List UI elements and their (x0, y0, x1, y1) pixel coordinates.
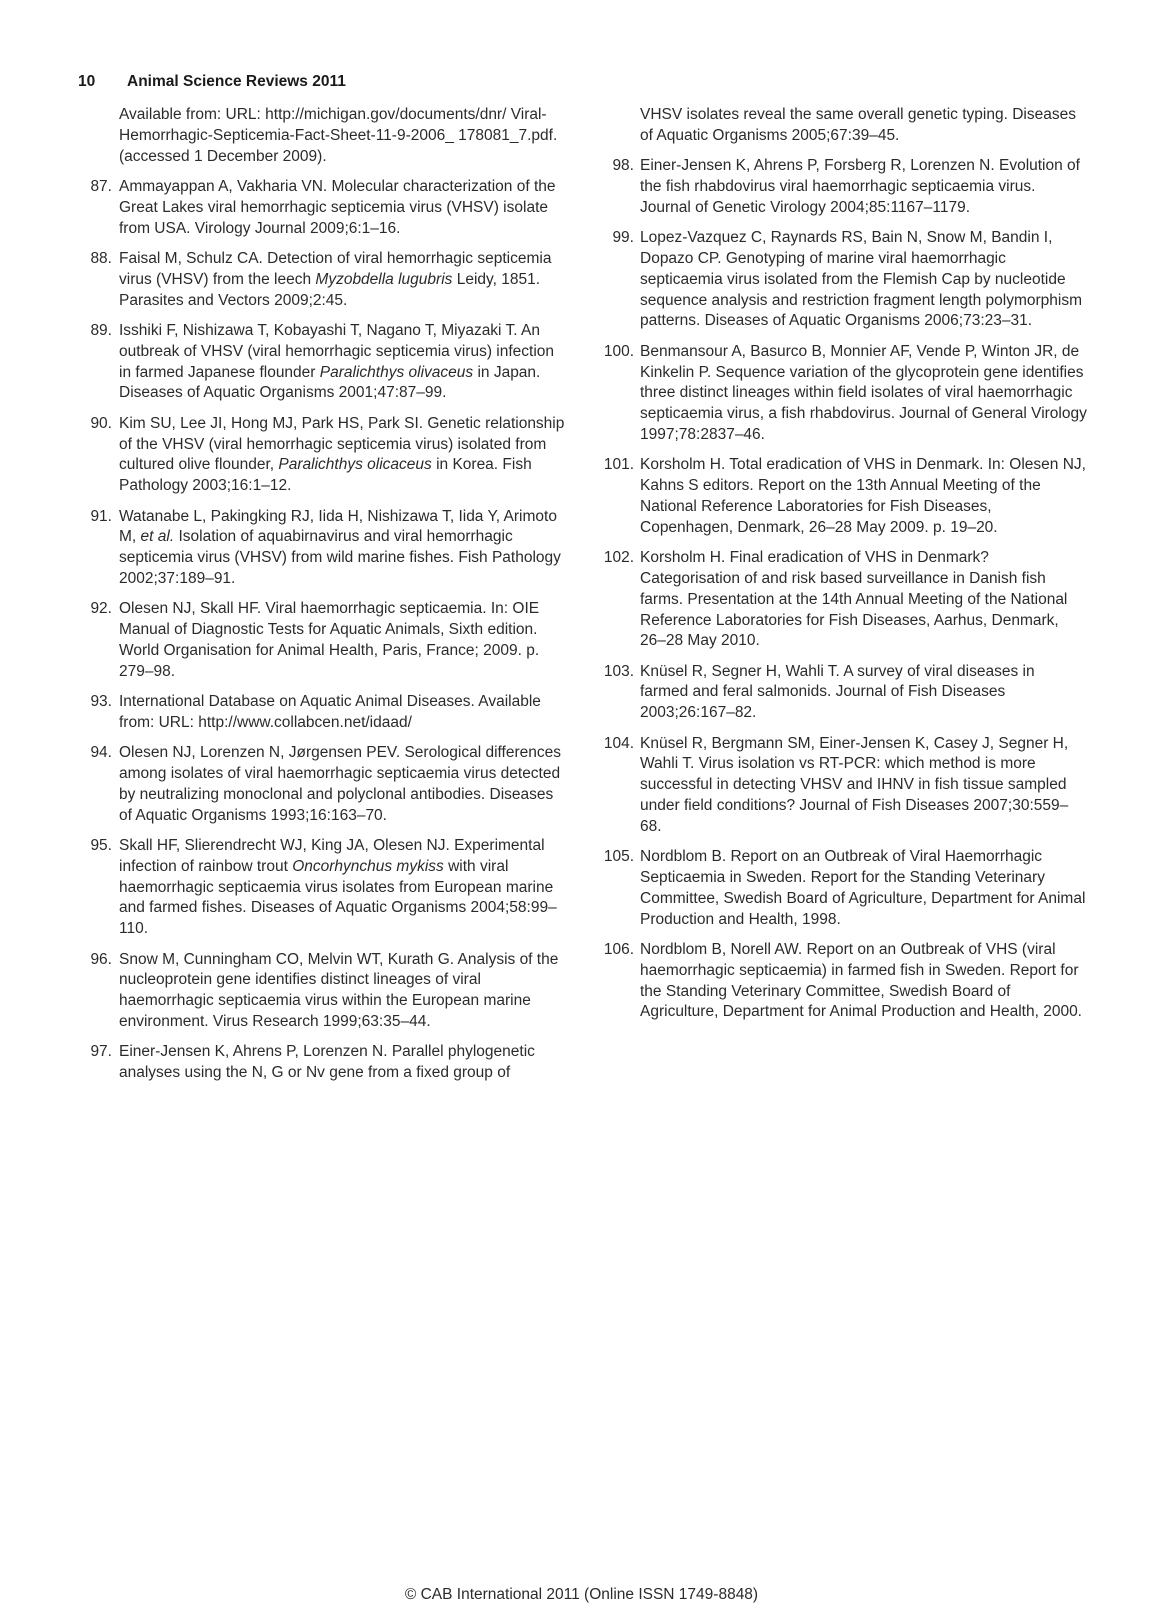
reference-number: 97. (90, 1043, 112, 1061)
journal-title: Animal Science Reviews 2011 (127, 73, 346, 90)
reference-number: 105. (603, 848, 634, 866)
reference-item (600, 940, 1087, 1023)
reference-text: Kim SU, Lee JI, Hong MJ, Park HS, Park SI. Genetic relationship of the VHSV (viral hemorrhagic septicemia virus) isolated from cultured olive flounder, Paralichthys olicaceus in Korea. Fish Pathology 2003;16:1–12. (119, 414, 565, 495)
reference-number: 98. (612, 157, 634, 175)
reference-item (80, 507, 567, 590)
reference-text: Ammayappan A, Vakharia VN. Molecular characterization of the Great Lakes viral hemorrhagic septicemia virus (VHSV) isolate from USA. Virology Journal 2009;6:1–16. (119, 177, 556, 237)
reference-number: 106. (603, 941, 634, 959)
reference-text: Olesen NJ, Lorenzen N, Jørgensen PEV. Serological differences among isolates of viral haemorrhagic septicaemia virus detected by neutralizing monoclonal and polyclonal antibodies. Diseases of Aquatic Organisms 1993;16:163–70. (119, 744, 561, 824)
reference-text: Faisal M, Schulz CA. Detection of viral hemorrhagic septicemia virus (VHSV) from the leech Myzobdella lugubris Leidy, 1851. Parasites and Vectors 2009;2:45. (119, 249, 552, 309)
reference-item (80, 177, 567, 239)
reference-item (80, 599, 567, 682)
reference-number: 101. (603, 456, 634, 474)
reference-text: Skall HF, Slierendrecht WJ, King JA, Olesen NJ. Experimental infection of rainbow trout Oncorhynchus mykiss with viral haemorrhagic septicaemia virus isolates from European marine and farmed fishes. Diseases of Aquatic Organisms 2004;58:99–110. (119, 837, 557, 938)
left-column (80, 105, 567, 1094)
reference-list (80, 177, 567, 1084)
reference-text: Korsholm H. Total eradication of VHS in Denmark. In: Olesen NJ, Kahns S editors. Report on the 13th Annual Meeting of the National Reference Laboratories for Fish Diseases, Copenhagen, Denmark, 26–28 May 2009. p. 19–20. (640, 456, 1086, 536)
reference-number: 95. (90, 837, 112, 855)
reference-number: 104. (603, 734, 634, 752)
reference-text: Korsholm H. Final eradication of VHS in Denmark? Categorisation of and risk based surveillance in Danish fish farms. Presentation at the 14th Annual Meeting of the National Reference Laboratories for Fish Diseases, Aarhus, Denmark, 26–28 May 2010. (640, 549, 1068, 650)
reference-number: 94. (90, 744, 112, 762)
reference-text: Einer-Jensen K, Ahrens P, Forsberg R, Lorenzen N. Evolution of the fish rhabdovirus viral haemorrhagic septicaemia virus. Journal of Genetic Virology 2004;85:1167–1179. (640, 157, 1080, 216)
reference-item (600, 662, 1087, 724)
reference-item (80, 249, 567, 311)
reference-item (600, 455, 1087, 538)
reference-number: 88. (90, 249, 112, 267)
reference-number: 93. (90, 693, 112, 711)
reference-number: 90. (90, 414, 112, 432)
reference-item (600, 228, 1087, 332)
copyright-footer: © CAB International 2011 (Online ISSN 1749-8848) (404, 1586, 759, 1603)
reference-text: Olesen NJ, Skall HF. Viral haemorrhagic septicaemia. In: OIE Manual of Diagnostic Tests for Aquatic Animals, Sixth edition. World Organisation for Animal Health, Paris, France; 2009. p. 279–98. (119, 600, 540, 680)
reference-text: International Database on Aquatic Animal Diseases. Available from: URL: http://www.collabcen.net/idaad/ (119, 693, 541, 731)
reference-item (600, 342, 1087, 446)
reference-continuation: Available from: URL: http://michigan.gov/documents/dnr/ Viral-Hemorrhagic-Septicemia-Fact-Sheet-11-9-2006_ 178081_7.pdf. (accessed 1 December 2009). (119, 106, 558, 165)
page-number: 10 (78, 73, 96, 90)
reference-continuation: VHSV isolates reveal the same overall genetic typing. Diseases of Aquatic Organisms 2005;67:39–45. (640, 106, 1076, 144)
reference-text: Nordblom B. Report on an Outbreak of Viral Haemorrhagic Septicaemia in Sweden. Report for the Standing Veterinary Committee, Swedish Board of Agriculture, Department for Animal Production and Health, 1998. (640, 848, 1086, 928)
reference-text: Snow M, Cunningham CO, Melvin WT, Kurath G. Analysis of the nucleoprotein gene identifies distinct lineages of viral haemorrhagic septicaemia virus within the European marine environment. Virus Research 1999;63:35–44. (119, 950, 559, 1031)
reference-text: Einer-Jensen K, Ahrens P, Lorenzen N. Parallel phylogenetic analyses using the N, G or Nv gene from a fixed group of (119, 1043, 535, 1082)
reference-list (600, 156, 1087, 1023)
reference-text: Nordblom B, Norell AW. Report on an Outbreak of VHS (viral haemorrhagic septicaemia) in farmed fish in Sweden. Report for the Standing Veterinary Committee, Swedish Board of Agriculture, Department for Animal Production and Health, 2000. (640, 941, 1082, 1021)
reference-number: 100. (603, 342, 634, 360)
reference-text: Benmansour A, Basurco B, Monnier AF, Vende P, Winton JR, de Kinkelin P. Sequence variation of the glycoprotein gene identifies three distinct lineages within field isolates of viral haemorrhagic septicaemia virus, a fish rhabdovirus. Journal of General Virology 1997;78:2837–46. (640, 342, 1087, 443)
reference-item (80, 1042, 567, 1084)
reference-item (80, 836, 567, 940)
reference-item (80, 950, 567, 1033)
reference-number: 89. (90, 321, 112, 339)
reference-number: 96. (90, 950, 112, 968)
reference-text: Knüsel R, Bergmann SM, Einer-Jensen K, Casey J, Segner H, Wahli T. Virus isolation vs RT-PCR: which method is more successful in detecting VHSV and IHNV in fish tissue sampled under field conditions? Journal of Fish Diseases 2007;30:559–68. (640, 734, 1069, 835)
reference-text: Isshiki F, Nishizawa T, Kobayashi T, Nagano T, Miyazaki T. An outbreak of VHSV (viral hemorrhagic septicemia virus) infection in farmed Japanese flounder Paralichthys olivaceus in Japan. Diseases of Aquatic Organisms 2001;47:87–99. (119, 321, 555, 402)
reference-item (80, 414, 567, 497)
reference-item (600, 734, 1087, 838)
reference-item (80, 692, 567, 734)
reference-item (80, 743, 567, 826)
reference-text: Knüsel R, Segner H, Wahli T. A survey of viral diseases in farmed and feral salmonids. Journal of Fish Diseases 2003;26:167–82. (640, 662, 1035, 722)
reference-number: 102. (603, 549, 634, 567)
page-header (78, 73, 346, 91)
reference-text: Lopez-Vazquez C, Raynards RS, Bain N, Snow M, Bandin I, Dopazo CP. Genotyping of marine viral haemorrhagic septicaemia virus isolated from the Flemish Cap by nucleotide sequence analysis and restriction fragment length polymorphism patterns. Diseases of Aquatic Organisms 2006;73:23–31. (640, 229, 1082, 330)
reference-item (80, 321, 567, 404)
reference-number: 103. (603, 662, 634, 680)
reference-number: 99. (612, 229, 634, 247)
reference-item (600, 847, 1087, 930)
reference-text: Watanabe L, Pakingking RJ, Iida H, Nishizawa T, Iida Y, Arimoto M, et al. Isolation of aquabirnavirus and viral hemorrhagic septicemia virus (VHSV) from wild marine fishes. Fish Pathology 2002;37:189–91. (119, 507, 561, 587)
reference-item (600, 548, 1087, 652)
reference-number: 91. (90, 507, 112, 525)
reference-item (600, 156, 1087, 218)
reference-number: 92. (90, 600, 112, 618)
reference-number: 87. (90, 177, 112, 195)
right-column (600, 105, 1087, 1033)
